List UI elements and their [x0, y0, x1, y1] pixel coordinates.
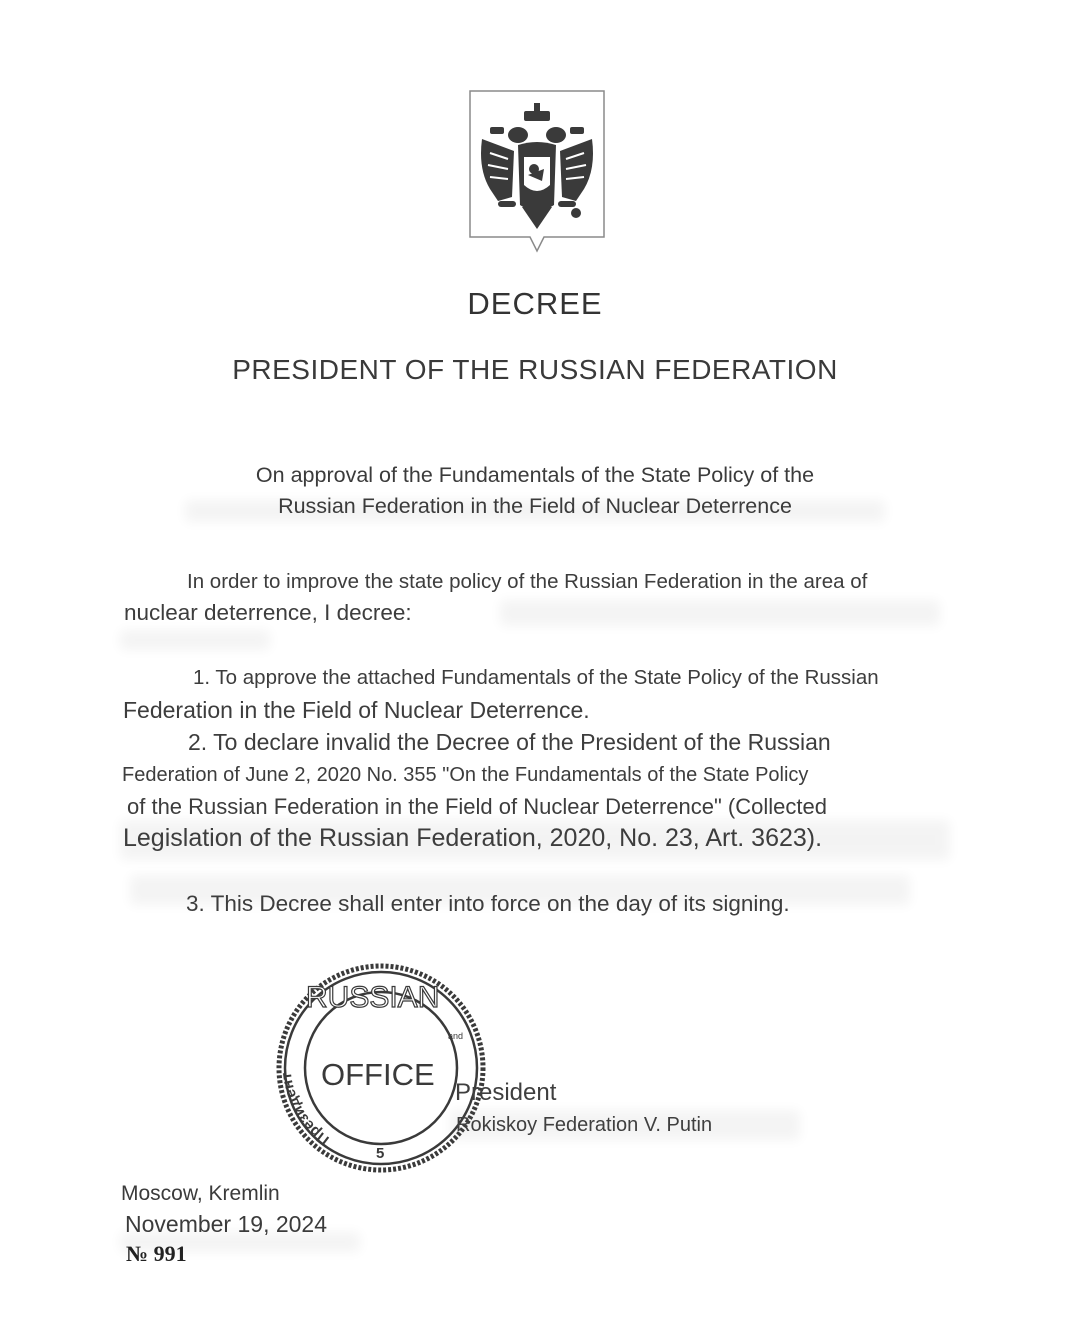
scan-smudge: [500, 600, 940, 626]
signing-date: November 19, 2024: [125, 1211, 328, 1237]
signatory-title: President: [455, 1079, 557, 1106]
scan-smudge: [120, 630, 270, 650]
russian-coat-of-arms-icon: [468, 89, 606, 255]
stamp-small-text: and: [448, 1031, 464, 1041]
stamp-arc-text: Президент: [277, 1071, 333, 1149]
clause-2-line-3: of the Russian Federation in the Field of Nuclear Deterrence" (Collected: [127, 794, 827, 819]
stamp-number: 5: [376, 1145, 385, 1162]
preamble-line-1: In order to improve the state policy of the Russian Federation in the area of: [187, 570, 868, 593]
clause-2-line-1: 2. To declare invalid the Decree of the President of the Russian: [188, 729, 831, 755]
document-type-heading: DECREE: [467, 286, 603, 321]
stamp-top-text: RUSSIAN: [306, 981, 440, 1014]
clause-3-line-1: 3. This Decree shall enter into force on the day of its signing.: [186, 891, 790, 916]
clause-2-line-2: Federation of June 2, 2020 No. 355 "On the Fundamentals of the State Policy: [122, 764, 809, 786]
clause-1-line-2: Federation in the Field of Nuclear Deterrence.: [123, 697, 590, 723]
subject-line-1: On approval of the Fundamentals of the State Policy of the: [255, 463, 815, 487]
preamble-line-2: nuclear deterrence, I decree:: [124, 600, 412, 625]
issuer-heading: PRESIDENT OF THE RUSSIAN FEDERATION: [232, 354, 838, 385]
clause-1-line-1: 1. To approve the attached Fundamentals of the State Policy of the Russian: [193, 666, 879, 689]
signatory-name: Rokiskoy Federation V. Putin: [456, 1114, 713, 1136]
subject-line-2: Russian Federation in the Field of Nuclear Deterrence: [278, 494, 792, 518]
stamp-center-text: OFFICE: [321, 1057, 435, 1092]
decree-number: № 991: [126, 1241, 187, 1266]
signing-place: Moscow, Kremlin: [121, 1182, 280, 1205]
clause-2-line-4: Legislation of the Russian Federation, 2020, No. 23, Art. 3623).: [123, 824, 823, 852]
office-seal-stamp: [270, 962, 492, 1174]
